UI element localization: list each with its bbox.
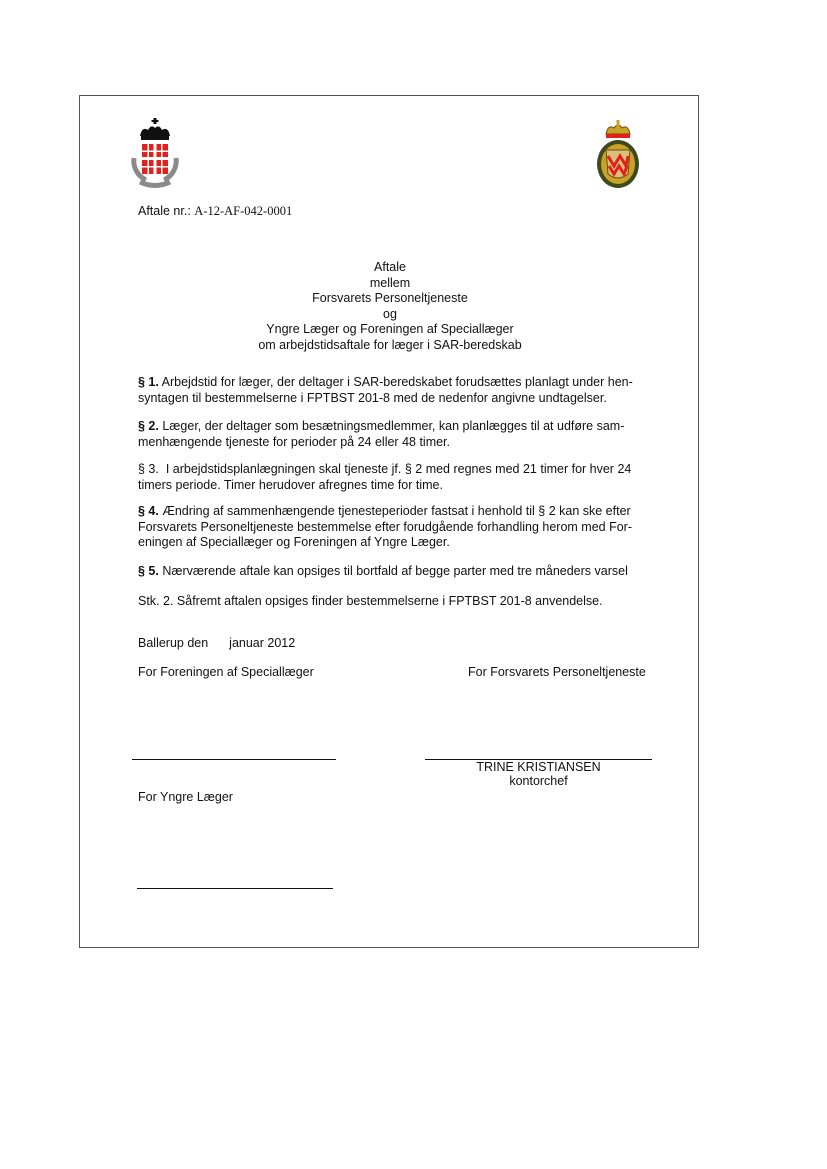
signature-line-bottom [137,888,333,889]
paragraph-text: menhængende tjeneste for perioder på 24 eller 48 timer. [138,434,450,449]
signature-line-left [132,759,336,760]
date: januar 2012 [229,636,296,650]
document-title [200,260,580,353]
paragraph-label: § 5. [138,564,159,578]
paragraph-1 [138,375,648,406]
paragraph-text: timers periode. Timer herudover afregnes time for time. [138,477,443,492]
stk-2: Stk. 2. Såfremt aftalen opsiges finder bestemmelserne i FPTBST 201-8 anvendelse. [138,594,603,608]
crest-logo [594,120,642,190]
paragraph-text: Ændring af sammenhængende tjenesteperioder fastsat i henhold til § 2 kan ske efter [162,504,631,518]
agreement-number [138,204,292,219]
title-line: Yngre Læger og Foreningen af Speciallæger [266,322,514,336]
title-line: Aftale [374,260,406,274]
paragraph-label: § 1. [138,375,159,389]
signatory-left-label: For Foreningen af Speciallæger [138,665,314,679]
paragraph-label: § 4. [138,504,159,518]
signatory-bottom-label: For Yngre Læger [138,790,233,804]
paragraph-2 [138,419,648,450]
paragraph-text: Læger, der deltager som besætningsmedlemmer, kan planlægges til at udføre sam- [162,419,625,433]
agreement-number-value: A-12-AF-042-0001 [194,204,293,218]
paragraph-text: Arbejdstid for læger, der deltager i SAR-beredskabet forudsættes planlagt under hen- [161,375,633,389]
place-date [138,636,295,650]
crown-cross-logo [126,118,184,190]
agreement-number-label: Aftale nr.: [138,204,191,218]
paragraph-text: eningen af Speciallæger og Foreningen af Yngre Læger. [138,535,450,549]
paragraph-3 [138,462,648,493]
signatory-right-block [425,760,652,788]
paragraph-label: § 3. [138,462,159,476]
signatory-right-label: For Forsvarets Personeltjeneste [468,665,646,679]
paragraph-text: Nærværende aftale kan opsiges til bortfald af begge parter med tre måneders varsel [162,564,628,578]
paragraph-label: § 2. [138,419,159,433]
paragraph-text: I arbejdstidsplanlægningen skal tjeneste jf. § 2 med regnes med 21 timer for hver 24 [165,462,632,476]
title-line: Forsvarets Personeltjeneste [312,291,468,305]
paragraph-4 [138,504,648,551]
signatory-title: kontorchef [509,774,568,788]
signatory-name: TRINE KRISTIANSEN [476,760,601,774]
paragraph-text: Forsvarets Personeltjeneste bestemmelse efter forudgående forhandling herom med For- [138,519,633,534]
title-line: og [383,306,397,321]
place: Ballerup den [138,636,209,650]
title-line: om arbejdstidsaftale for læger i SAR-beredskab [258,337,522,352]
paragraph-5 [138,564,648,580]
paragraph-text: syntagen til bestemmelserne i FPTBST 201-8 med de nedenfor angivne undtagelser. [138,390,607,405]
title-line: mellem [369,275,411,290]
